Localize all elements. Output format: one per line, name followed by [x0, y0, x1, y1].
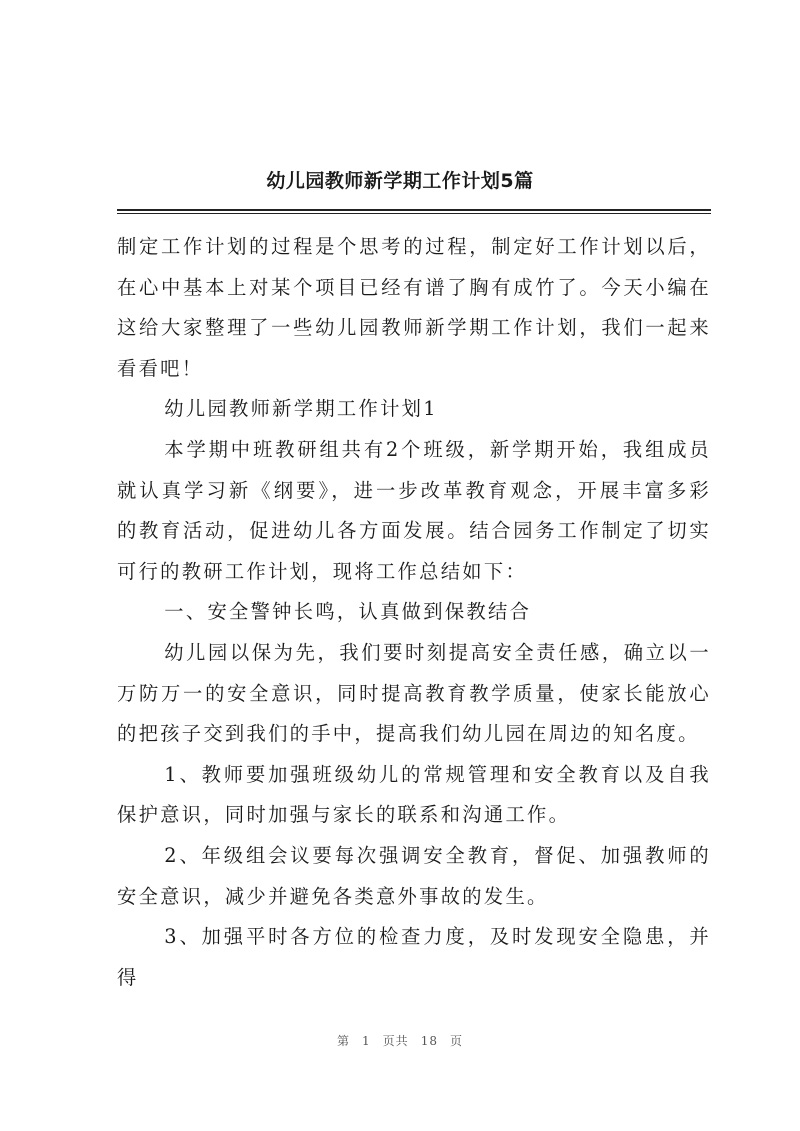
- current-page-number: 1: [362, 1034, 371, 1048]
- document-body: [117, 227, 711, 998]
- section-heading: 幼儿园教师新学期工作计划1: [164, 397, 438, 421]
- document-title: 幼儿园教师新学期工作计划5篇: [266, 170, 534, 192]
- subsection-heading: 一、安全警钟长鸣，认真做到保教结合: [164, 600, 532, 624]
- page-footer: [0, 1032, 800, 1049]
- title-divider: [117, 209, 711, 214]
- intro-paragraph: 制定工作计划的过程是个思考的过程，制定好工作计划以后，在心中基本上对某个项目已经有谱了胸有成竹了。今天小编在这给大家整理了一些幼儿园教师新学期工作计划，我们一起来看看吧！: [117, 235, 711, 380]
- list-item: 1、教师要加强班级幼儿的常规管理和安全教育以及自我保护意识，同时加强与家长的联系和沟通工作。: [117, 762, 711, 827]
- body-paragraph: 幼儿园以保为先，我们要时刻提高安全责任感，确立以一万防万一的安全意识，同时提高教育教学质量，使家长能放心的把孩子交到我们的手中，提高我们幼儿园在周边的知名度。: [117, 640, 711, 746]
- list-item: 3、加强平时各方位的检查力度，及时发现安全隐患，并得: [117, 925, 711, 989]
- body-paragraph: 本学期中班教研组共有2个班级，新学期开始，我组成员就认真学习新《纲要》，进一步改革教育观念，开展丰富多彩的教育活动，促进幼儿各方面发展。结合园务工作制定了切实可行的教研工作计划，现将工作总结如下：: [117, 437, 711, 583]
- footer-word-of: 页共: [382, 1034, 409, 1048]
- list-item: 2、年级组会议要每次强调安全教育，督促、加强教师的安全意识，减少并避免各类意外事故的发生。: [117, 843, 711, 908]
- total-page-count: 18: [420, 1034, 438, 1048]
- footer-word-page-end: 页: [449, 1034, 463, 1048]
- footer-word-page: 第: [337, 1034, 351, 1048]
